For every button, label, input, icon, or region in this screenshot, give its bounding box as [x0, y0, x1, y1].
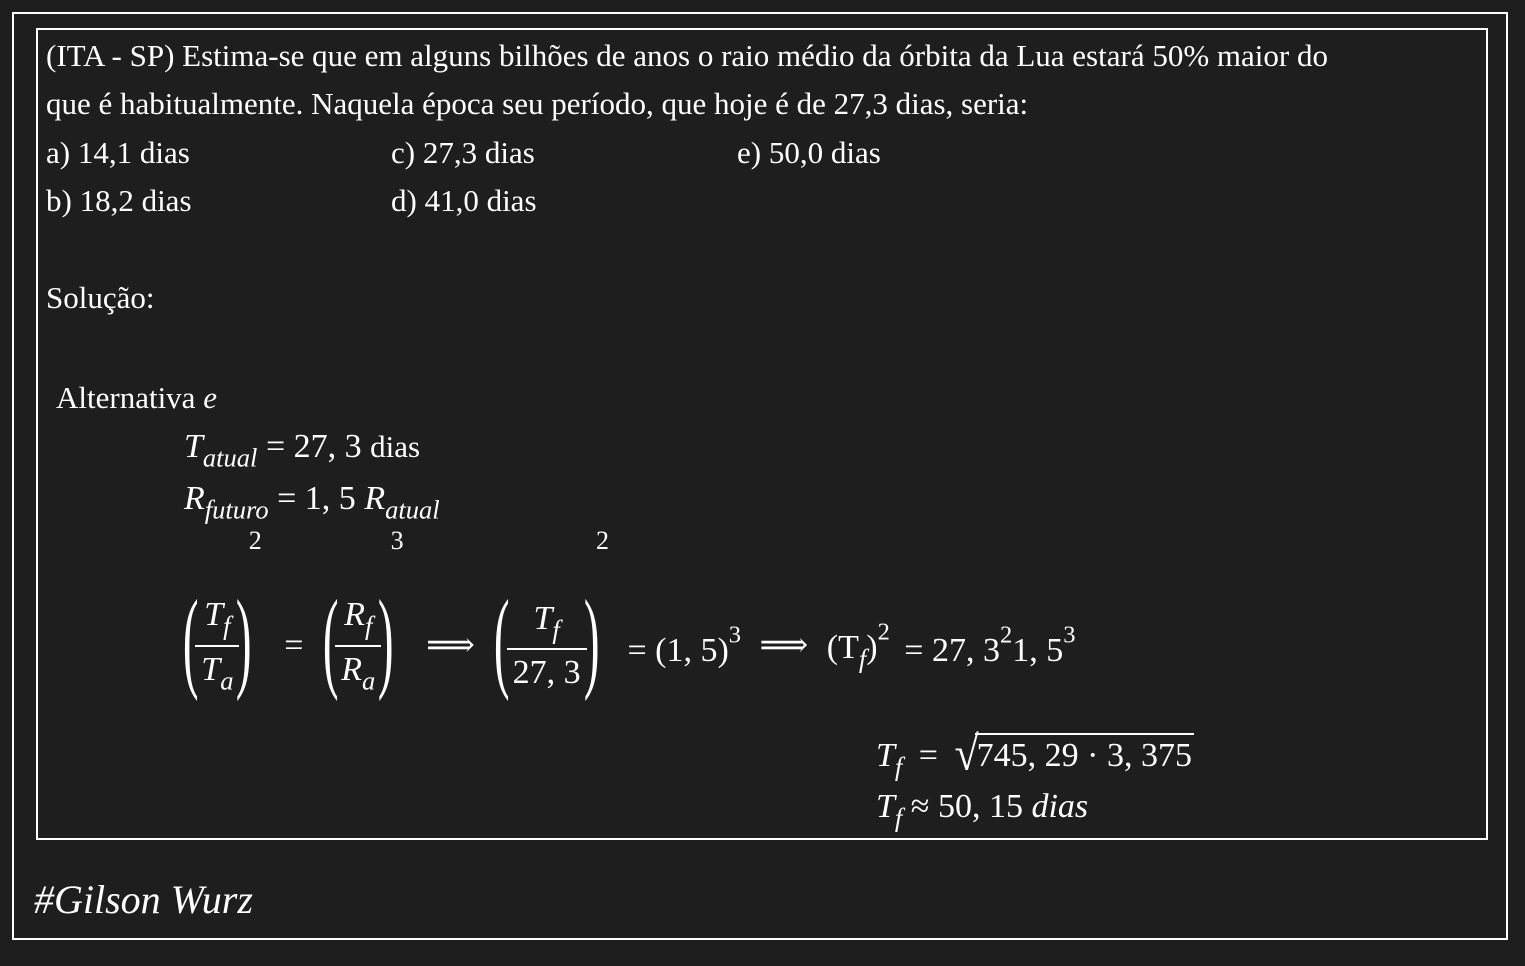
exponent-2: 2: [248, 526, 262, 555]
option-e: e) 50,0 dias: [737, 135, 881, 170]
solution-heading: Solução:: [46, 280, 155, 315]
answer-line: [56, 382, 217, 413]
period-subscript: atual: [202, 442, 258, 473]
implies-arrow-2: ⟹: [759, 627, 809, 664]
option-c: c) 27,3 dias: [391, 135, 535, 170]
answer-label: Alternativa: [56, 380, 196, 415]
given-period: [184, 430, 420, 471]
kepler-equation: ( $\frac{T_f}{T_a}$ )2 = ( $\frac{R_f}{R_a}$ )3 ⟹ ( $\frac{T_f}{27, 3}$ )2 = (1, 5)$^3$ ⟹ $(T_f)^2 = 27$, $3^21$, $5^3$: [182, 526, 1076, 702]
result-sqrt-line: $T_f = √745$, 29 · 3, 375: [876, 726, 1192, 782]
question-line-2: que é habitualmente. Naquela época seu período, que hoje é de 27,3 dias, seria:: [46, 86, 1029, 121]
author-signature: #Gilson Wurz: [34, 877, 253, 922]
exponent-3: 3: [390, 526, 404, 555]
period-unit: dias: [370, 429, 421, 464]
option-a: a) 14,1 dias: [46, 135, 190, 170]
answer-letter: e: [203, 380, 217, 415]
given-radius: [184, 482, 440, 523]
implies-arrow: ⟹: [426, 627, 475, 664]
option-b: b) 18,2 dias: [46, 183, 192, 218]
radius-value: = 1, 5: [277, 480, 356, 517]
radius-subscript: futuro: [204, 494, 269, 525]
radius-symbol-2: R: [364, 480, 386, 517]
fraction-tf-ta: $\frac{T_f}{T_a}$: [195, 598, 239, 694]
rhs-2: = 27, $3^21$, $5^3$: [904, 621, 1076, 670]
square-root: √745, 29 · 3, 375: [954, 726, 1192, 781]
equals-sign: =: [284, 627, 304, 664]
period-symbol: T: [184, 428, 203, 465]
radius-symbol: R: [184, 480, 205, 517]
exponent-2b: 2: [595, 526, 609, 555]
rhs-1: = (1, 5)$^3$: [627, 621, 742, 670]
option-d: d) 41,0 dias: [391, 183, 537, 218]
lhs-2: $(T_f)^2$: [826, 618, 890, 674]
fraction-rf-ra: $\frac{R_f}{R_a}$: [335, 598, 381, 694]
period-value: = 27, 3: [265, 428, 362, 465]
question-line-1: (ITA - SP) Estima-se que em alguns bilhões de anos o raio médio da órbita da Lua estará 50% maior do: [46, 38, 1328, 73]
result-final-line: $T_f \approx 50$, 15 dias: [876, 788, 1089, 833]
fraction-tf-273: $\frac{T_f}{27, 3}$: [507, 602, 587, 691]
radius-subscript-2: atual: [385, 494, 440, 525]
